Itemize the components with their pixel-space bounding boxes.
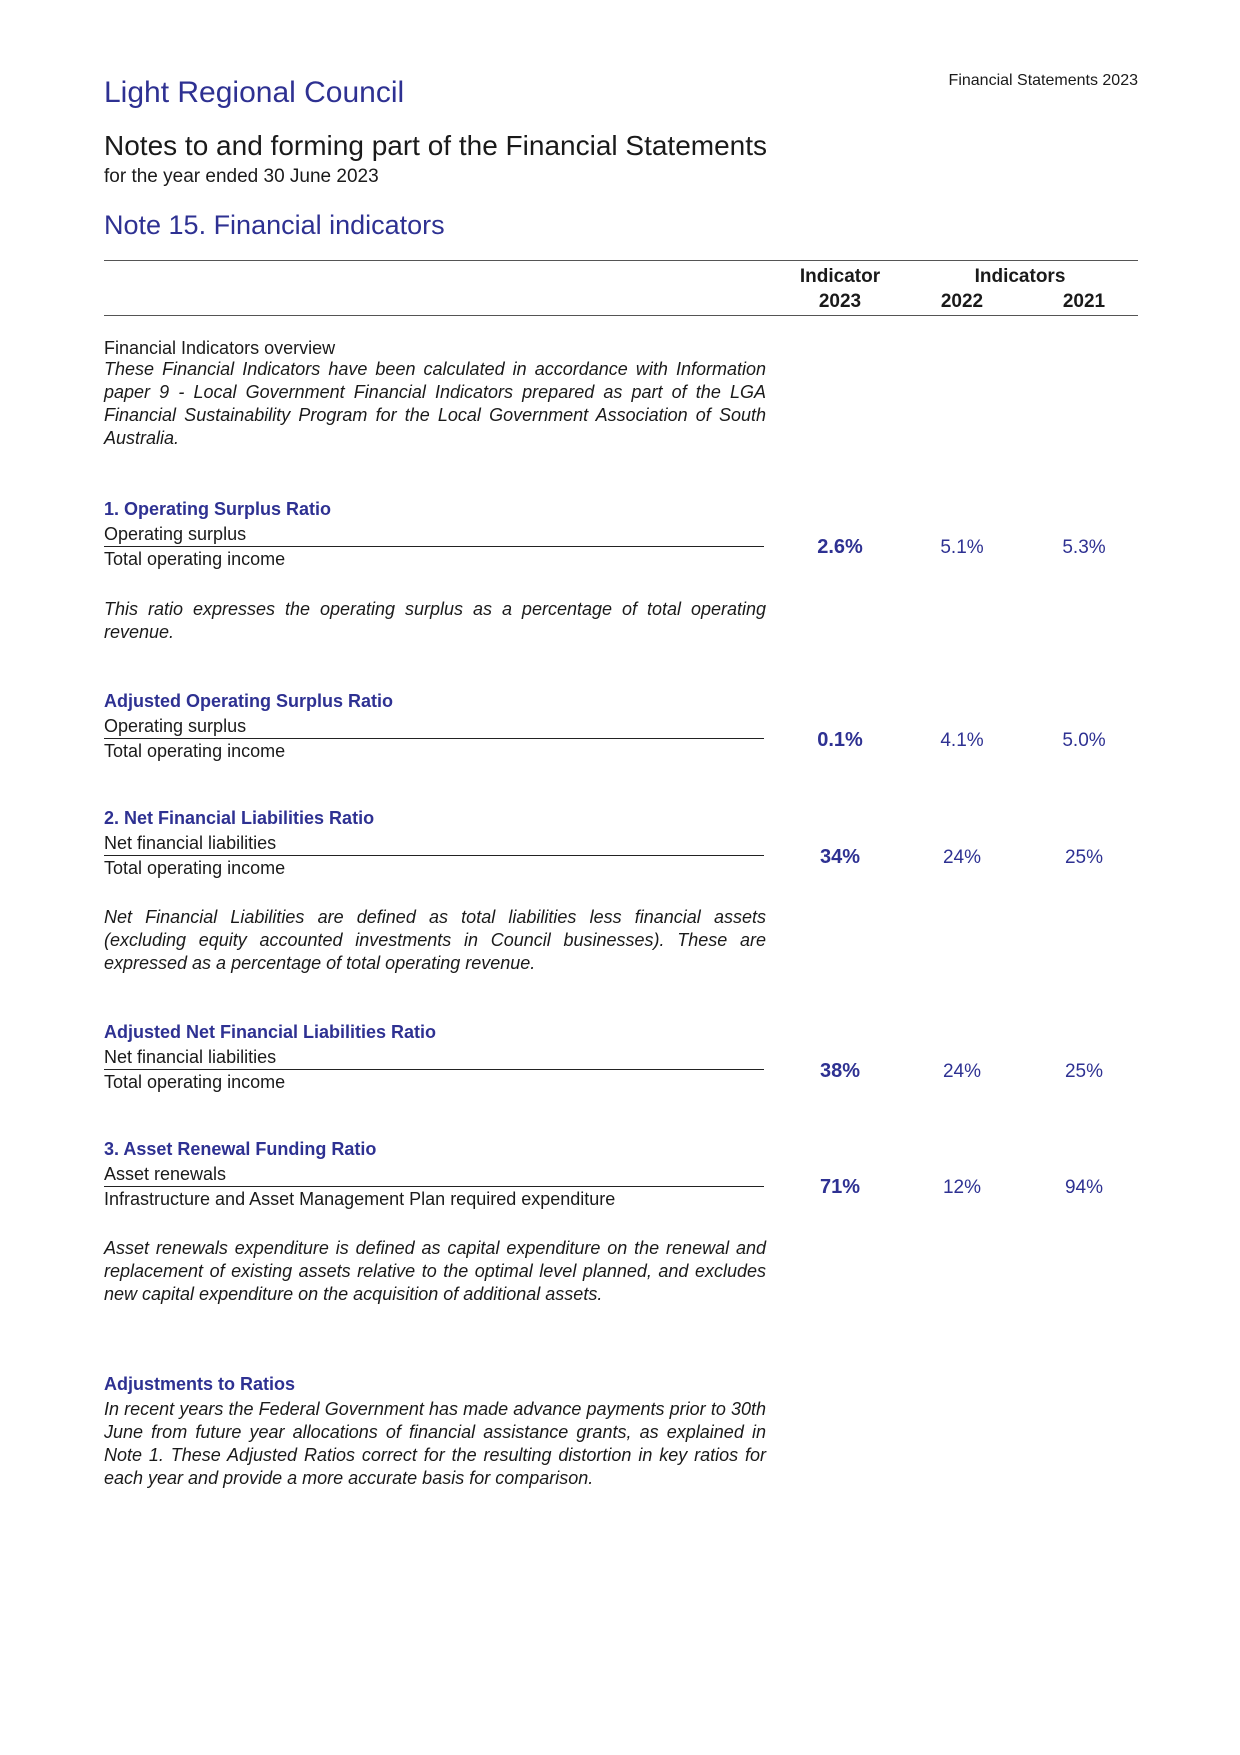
ratio-divider: [104, 1186, 764, 1187]
ratio-numerator: Operating surplus: [104, 524, 247, 544]
ratio-denominator: Total operating income: [104, 858, 286, 878]
ratio-numerator: Net financial liabilities: [104, 1047, 277, 1067]
value-2021: 25%: [1064, 847, 1104, 868]
value-2022: 24%: [942, 847, 982, 868]
page-subtitle: for the year ended 30 June 2023: [104, 166, 379, 187]
ratio-divider: [104, 738, 764, 739]
ratio-denominator: Total operating income: [104, 549, 286, 569]
col-year-2023: 2023: [818, 291, 862, 312]
value-2021: 5.3%: [1062, 537, 1106, 558]
ratio-denominator: Total operating income: [104, 1072, 286, 1092]
indicators-col-label: Indicators: [974, 266, 1066, 287]
value-2022: 12%: [942, 1177, 982, 1198]
ratio-divider: [104, 546, 764, 547]
ratio-numerator: Asset renewals: [104, 1164, 227, 1184]
value-2022: 4.1%: [940, 730, 984, 751]
adjustments-title: Adjustments to Ratios: [104, 1374, 296, 1394]
page-title: Notes to and forming part of the Financial Statements: [104, 130, 768, 161]
section-title: 1. Operating Surplus Ratio: [104, 499, 332, 519]
ratio-numerator: Net financial liabilities: [104, 833, 277, 853]
section-title: 3. Asset Renewal Funding Ratio: [104, 1139, 377, 1159]
overview-label: Financial Indicators overview: [104, 338, 336, 358]
ratio-divider: [104, 855, 764, 856]
section-description: Net Financial Liabilities are defined as total liabilities less financial assets (excluding equity accounted investments in Council businesses). These are expressed as a percentage of total operating revenue.: [104, 907, 766, 973]
value-2022: 5.1%: [940, 537, 984, 558]
value-2023: 2.6%: [817, 536, 863, 558]
table-top-rule: [104, 260, 1138, 261]
value-2021: 94%: [1064, 1177, 1104, 1198]
note-heading: Note 15. Financial indicators: [104, 210, 445, 240]
overview-text: These Financial Indicators have been calculated in accordance with Information paper 9 - Local Government Financial Indicators prepared as part of the LGA Financial Sustainability Program for the Local Government Association of South Australia.: [104, 359, 766, 448]
indicator-col-label: Indicator: [799, 266, 881, 287]
section-description: This ratio expresses the operating surplus as a percentage of total operating revenue.: [104, 599, 766, 642]
section-title: Adjusted Operating Surplus Ratio: [104, 691, 394, 711]
col-year-2022: 2022: [940, 291, 984, 312]
value-2022: 24%: [942, 1061, 982, 1082]
ratio-numerator: Operating surplus: [104, 716, 247, 736]
section-description: Asset renewals expenditure is defined as capital expenditure on the renewal and replacement of existing assets relative to the optimal level planned, and excludes new capital expenditure on the acquisition of additional assets.: [104, 1238, 766, 1304]
ratio-denominator: Infrastructure and Asset Management Plan required expenditure: [104, 1189, 616, 1209]
value-2021: 5.0%: [1062, 730, 1106, 751]
section-title: 2. Net Financial Liabilities Ratio: [104, 808, 375, 828]
value-2021: 25%: [1064, 1061, 1104, 1082]
table-header-rule: [104, 315, 1138, 316]
value-2023: 71%: [819, 1176, 861, 1198]
section-title: Adjusted Net Financial Liabilities Ratio: [104, 1022, 437, 1042]
document-tag: Financial Statements 2023: [948, 72, 1138, 89]
value-2023: 34%: [819, 846, 861, 868]
value-2023: 0.1%: [817, 729, 863, 751]
col-year-2021: 2021: [1062, 291, 1106, 312]
ratio-divider: [104, 1069, 764, 1070]
ratio-denominator: Total operating income: [104, 741, 286, 761]
value-2023: 38%: [819, 1060, 861, 1082]
adjustments-text: In recent years the Federal Government has made advance payments prior to 30th June from future year allocations of financial assistance grants, as explained in Note 1. These Adjusted Ratios correct for the resulting distortion in key ratios for each year and provide a more accurate basis for comparison.: [104, 1399, 766, 1488]
council-name: Light Regional Council: [104, 76, 405, 109]
